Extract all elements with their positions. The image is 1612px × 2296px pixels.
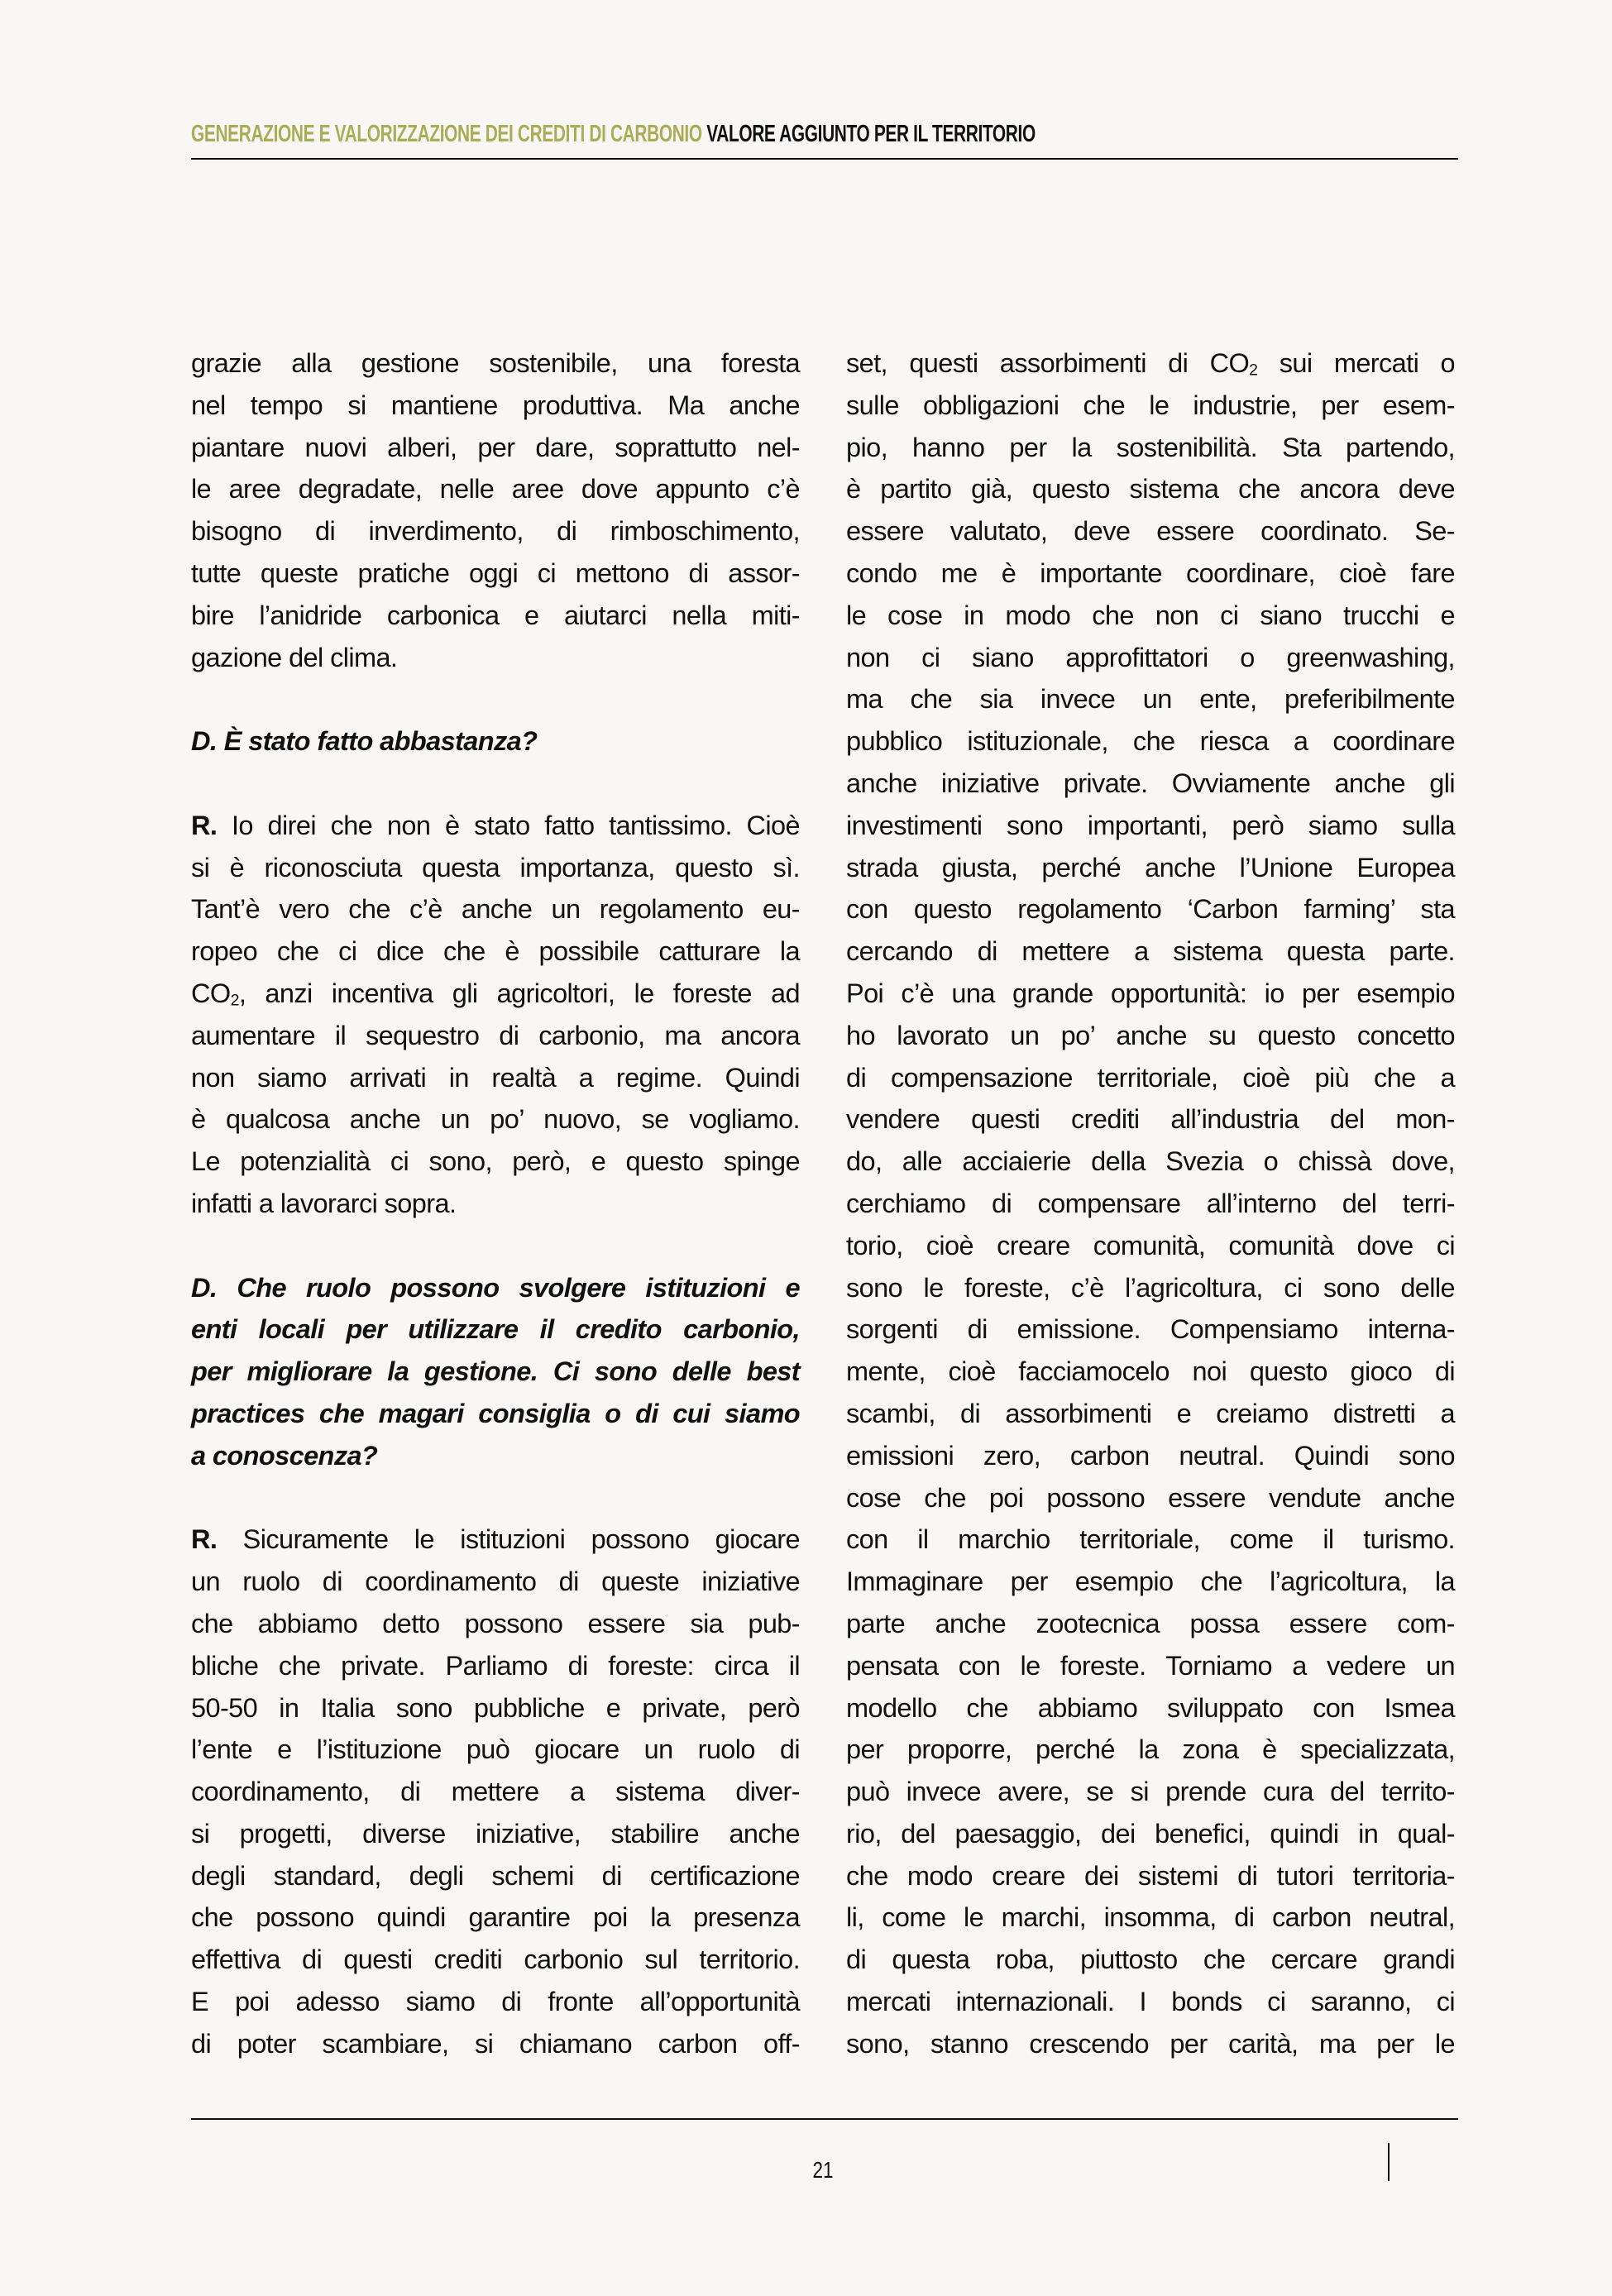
text-line: cose che poi possono essere vendute anche bbox=[846, 1482, 1455, 1513]
text-line: che possono quindi garantire poi la presenza bbox=[191, 1902, 800, 1933]
text-line: sorgenti di emissione. Compensiamo interna- bbox=[846, 1314, 1455, 1345]
text-line: cerchiamo di compensare all’interno del terri- bbox=[846, 1188, 1455, 1218]
text-line: sulle obbligazioni che le industrie, per esem- bbox=[846, 390, 1455, 420]
text-line: di poter scambiare, si chiamano carbon off- bbox=[191, 2028, 800, 2059]
interview-answer bbox=[191, 1519, 800, 2064]
text-line: di compensazione territoriale, cioè più che a bbox=[846, 1062, 1455, 1093]
text-line: pio, hanno per la sostenibilità. Sta partendo, bbox=[846, 432, 1455, 462]
text-line: coordinamento, di mettere a sistema diver- bbox=[191, 1777, 800, 1807]
text-line: R. Sicuramente le istituzioni possono giocare bbox=[191, 1524, 800, 1555]
text-line: do, alle acciaierie della Svezia o chissà dove, bbox=[846, 1146, 1455, 1177]
text-line: investimenti sono importanti, però siamo sulla bbox=[846, 810, 1455, 840]
text-line: le aree degradate, nelle aree dove appunto c’è bbox=[191, 474, 800, 505]
footer-vertical-mark bbox=[1388, 2143, 1390, 2181]
text-line: practices che magari consiglia o di cui siamo bbox=[191, 1398, 800, 1428]
text-line: che abbiamo detto possono essere sia pub- bbox=[191, 1608, 800, 1638]
text-line: modello che abbiamo sviluppato con Ismea bbox=[846, 1692, 1455, 1723]
left-text-column bbox=[191, 342, 800, 2065]
text-line: non siamo arrivati in realtà a regime. Quindi bbox=[191, 1062, 800, 1093]
text-line: parte anche zootecnica possa essere com- bbox=[846, 1608, 1455, 1638]
answer-marker: R. bbox=[191, 810, 218, 840]
text-line: grazie alla gestione sostenibile, una foresta bbox=[191, 348, 800, 378]
text-line: mercati internazionali. I bonds ci saranno, ci bbox=[846, 1987, 1455, 2017]
text-line: cercando di mettere a sistema questa parte. bbox=[846, 936, 1455, 967]
text-line: Poi c’è una grande opportunità: io per esempio bbox=[846, 978, 1455, 1008]
subscript: 2 bbox=[230, 991, 239, 1010]
text-line: Le potenzialità ci sono, però, e questo spinge bbox=[191, 1146, 800, 1177]
subscript: 2 bbox=[1249, 361, 1258, 380]
text-line: ho lavorato un po’ anche su questo concetto bbox=[846, 1020, 1455, 1050]
text-line: condo me è importante coordinare, cioè fare bbox=[846, 557, 1455, 588]
text-line: ropeo che ci dice che è possibile catturare la bbox=[191, 936, 800, 967]
interview-answer bbox=[191, 805, 800, 1225]
text-line: degli standard, degli schemi di certificazione bbox=[191, 1860, 800, 1891]
text-line: bisogno di inverdimento, di rimboschimento, bbox=[191, 516, 800, 547]
text-line: nel tempo si mantiene produttiva. Ma anche bbox=[191, 390, 800, 420]
text-line: vendere questi crediti all’industria del mon- bbox=[846, 1104, 1455, 1135]
text-line: aumentare il sequestro di carbonio, ma ancora bbox=[191, 1020, 800, 1050]
text-line: le cose in modo che non ci siano trucchi e bbox=[846, 600, 1455, 630]
text-line: si è riconosciuta questa importanza, questo sì. bbox=[191, 852, 800, 883]
text-line: con questo regolamento ‘Carbon farming’ sta bbox=[846, 894, 1455, 925]
text-line: gazione del clima. bbox=[191, 642, 398, 672]
text-line: effettiva di questi crediti carbonio sul territorio. bbox=[191, 1944, 800, 1975]
text-line: set, questi assorbimenti di $CO_2$ sui mercati o bbox=[846, 348, 1456, 380]
interview-question bbox=[191, 720, 800, 763]
text-line: D. È stato fatto abbastanza? bbox=[191, 726, 538, 757]
text-line: l’ente e l’istituzione può giocare un ruolo di bbox=[191, 1734, 800, 1765]
text-line: non ci siano approfittatori o greenwashing, bbox=[846, 642, 1455, 672]
text-line: essere valutato, deve essere coordinato. Se- bbox=[846, 516, 1455, 547]
text-line: un ruolo di coordinamento di queste iniziative bbox=[191, 1567, 800, 1597]
text-line: D. Che ruolo possono svolgere istituzioni e bbox=[191, 1272, 800, 1303]
answer-marker: R. bbox=[191, 1524, 218, 1555]
interview-question bbox=[191, 1267, 800, 1477]
chapter-title: VALORE AGGIUNTO PER IL TERRITORIO bbox=[706, 121, 1036, 147]
text-line: tutte queste pratiche oggi ci mettono di assor- bbox=[191, 557, 800, 588]
interview-answer bbox=[846, 342, 1455, 2065]
text-line: li, come le marchi, insomma, di carbon neutral, bbox=[846, 1902, 1455, 1933]
text-line: è partito già, questo sistema che ancora deve bbox=[846, 474, 1455, 505]
text-line: emissioni zero, carbon neutral. Quindi sono bbox=[846, 1440, 1455, 1471]
text-line: rio, del paesaggio, dei benefici, quindi in qual- bbox=[846, 1818, 1455, 1849]
text-line: pensata con le foreste. Torniamo a vedere un bbox=[846, 1650, 1455, 1681]
text-line: scambi, di assorbimenti e creiamo distretti a bbox=[846, 1398, 1455, 1428]
text-line: Immaginare per esempio che l’agricoltura, la bbox=[846, 1567, 1455, 1597]
text-line: si progetti, diverse iniziative, stabilire anche bbox=[191, 1818, 800, 1849]
text-line: pubblico istituzionale, che riesca a coordinare bbox=[846, 726, 1455, 757]
text-line: bire l’anidride carbonica e aiutarci nella miti- bbox=[191, 600, 800, 630]
text-line: infatti a lavorarci sopra. bbox=[191, 1188, 457, 1218]
text-line: può invece avere, se si prende cura del territo- bbox=[846, 1777, 1455, 1807]
text-line: bliche che private. Parliamo di foreste: circa il bbox=[191, 1650, 800, 1681]
text-line: enti locali per utilizzare il credito carbonio, bbox=[191, 1314, 800, 1345]
text-line: di questa roba, piuttosto che cercare grandi bbox=[846, 1944, 1455, 1975]
text-line: per proporre, perché la zona è specializzata, bbox=[846, 1734, 1455, 1765]
right-text-column bbox=[846, 342, 1455, 2065]
text-line: che modo creare dei sistemi di tutori territoria- bbox=[846, 1860, 1455, 1891]
text-line: torio, cioè creare comunità, comunità dove ci bbox=[846, 1230, 1455, 1260]
text-line: $CO_2$, anzi incentiva gli agricoltori, le foreste ad bbox=[191, 978, 800, 1010]
text-line: 50-50 in Italia sono pubbliche e private, però bbox=[191, 1692, 800, 1723]
page-number: 21 bbox=[812, 2157, 834, 2183]
text-line: piantare nuovi alberi, per dare, soprattutto nel- bbox=[191, 432, 800, 462]
header-divider bbox=[191, 158, 1458, 160]
text-line: strada giusta, perché anche l’Unione Europea bbox=[846, 852, 1455, 883]
text-line: sono, stanno crescendo per carità, ma per le bbox=[846, 2028, 1455, 2059]
text-line: per migliorare la gestione. Ci sono delle best bbox=[191, 1356, 800, 1387]
series-title: GENERAZIONE E VALORIZZAZIONE DEI CREDITI DI CARBONIO bbox=[191, 121, 702, 147]
text-line: anche iniziative private. Ovviamente anche gli bbox=[846, 768, 1455, 798]
footer-divider bbox=[191, 2118, 1458, 2120]
text-line: R. Io direi che non è stato fatto tantissimo. Cioè bbox=[191, 810, 800, 840]
text-line: ma che sia invece un ente, preferibilmente bbox=[846, 684, 1455, 715]
text-line: è qualcosa anche un po’ nuovo, se vogliamo. bbox=[191, 1104, 800, 1135]
text-line: sono le foreste, c’è l’agricoltura, ci sono delle bbox=[846, 1272, 1455, 1303]
text-line: Tant’è vero che c’è anche un regolamento eu- bbox=[191, 894, 800, 925]
text-line: E poi adesso siamo di fronte all’opportunità bbox=[191, 1987, 800, 2017]
running-header bbox=[191, 117, 1103, 151]
text-line: mente, cioè facciamocelo noi questo gioco di bbox=[846, 1356, 1455, 1387]
text-line: a conoscenza? bbox=[191, 1440, 378, 1471]
text-line: con il marchio territoriale, come il turismo. bbox=[846, 1524, 1455, 1555]
interview-answer bbox=[191, 342, 800, 678]
